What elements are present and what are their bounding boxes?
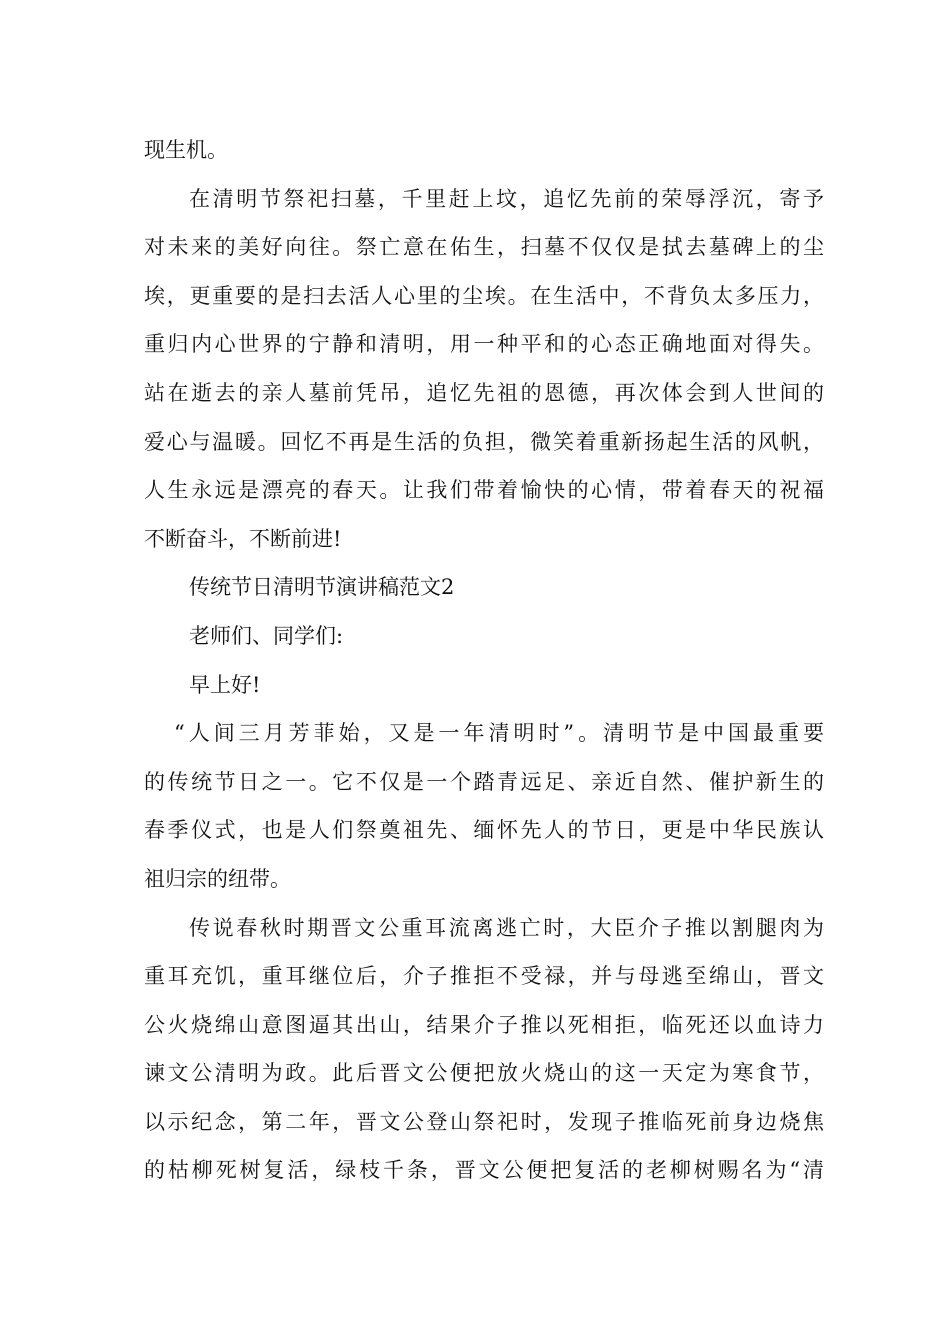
salutation: 老师们、同学们:	[189, 623, 344, 648]
text-line: 春季仪式，也是人们祭奠祖先、缅怀先人的节日，更是中华民族认	[144, 818, 824, 843]
text-line: 重耳充饥，重耳继位后，介子推拒不受禄，并与母逃至绵山，晋文	[144, 964, 824, 989]
text-line: 爱心与温暖。回忆不再是生活的负担，微笑着重新扬起生活的风帆，	[144, 429, 824, 454]
text-line: 站在逝去的亲人墓前凭吊，追忆先祖的恩德，再次体会到人世间的	[144, 380, 824, 405]
text-line: 现生机。	[144, 138, 228, 162]
text-line: 对未来的美好向往。祭亡意在佑生，扫墓不仅仅是拭去墓碑上的尘	[144, 235, 824, 260]
text-line: 重归内心世界的宁静和清明，用一种平和的心态正确地面对得失。	[144, 332, 824, 357]
text-line: 传说春秋时期晋文公重耳流离逃亡时，大臣介子推以割腿肉为	[189, 915, 824, 940]
text-line: 谏文公清明为政。此后晋文公便把放火烧山的这一天定为寒食节，	[144, 1061, 824, 1086]
text-line: 以示纪念，第二年，晋文公登山祭祀时，发现子推临死前身边烧焦	[144, 1109, 824, 1134]
document-body	[144, 126, 824, 1195]
text-line: 不断奋斗，不断前进!	[144, 526, 342, 551]
text-line: 人生永远是漂亮的春天。让我们带着愉快的心情，带着春天的祝福	[144, 478, 824, 503]
text-line: 公火烧绵山意图逼其出山，结果介子推以死相拒，临死还以血诗力	[144, 1012, 824, 1037]
text-line: 祖归宗的纽带。	[144, 866, 291, 891]
text-line: 在清明节祭祀扫墓，千里赶上坟，追忆先前的荣辱浮沉，寄予	[189, 186, 824, 211]
section-heading: 传统节日清明节演讲稿范文2	[189, 575, 455, 600]
text-line: 的传统节日之一。它不仅是一个踏青远足、亲近自然、催护新生的	[144, 769, 824, 794]
text-line: 埃，更重要的是扫去活人心里的尘埃。在生活中，不背负太多压力，	[144, 283, 824, 308]
greeting: 早上好!	[189, 672, 261, 697]
text-line: “人间三月芳菲始，又是一年清明时”。清明节是中国最重要	[174, 721, 824, 746]
text-line: 的枯柳死树复活，绿枝千条，晋文公便把复活的老柳树赐名为“清	[144, 1158, 824, 1183]
